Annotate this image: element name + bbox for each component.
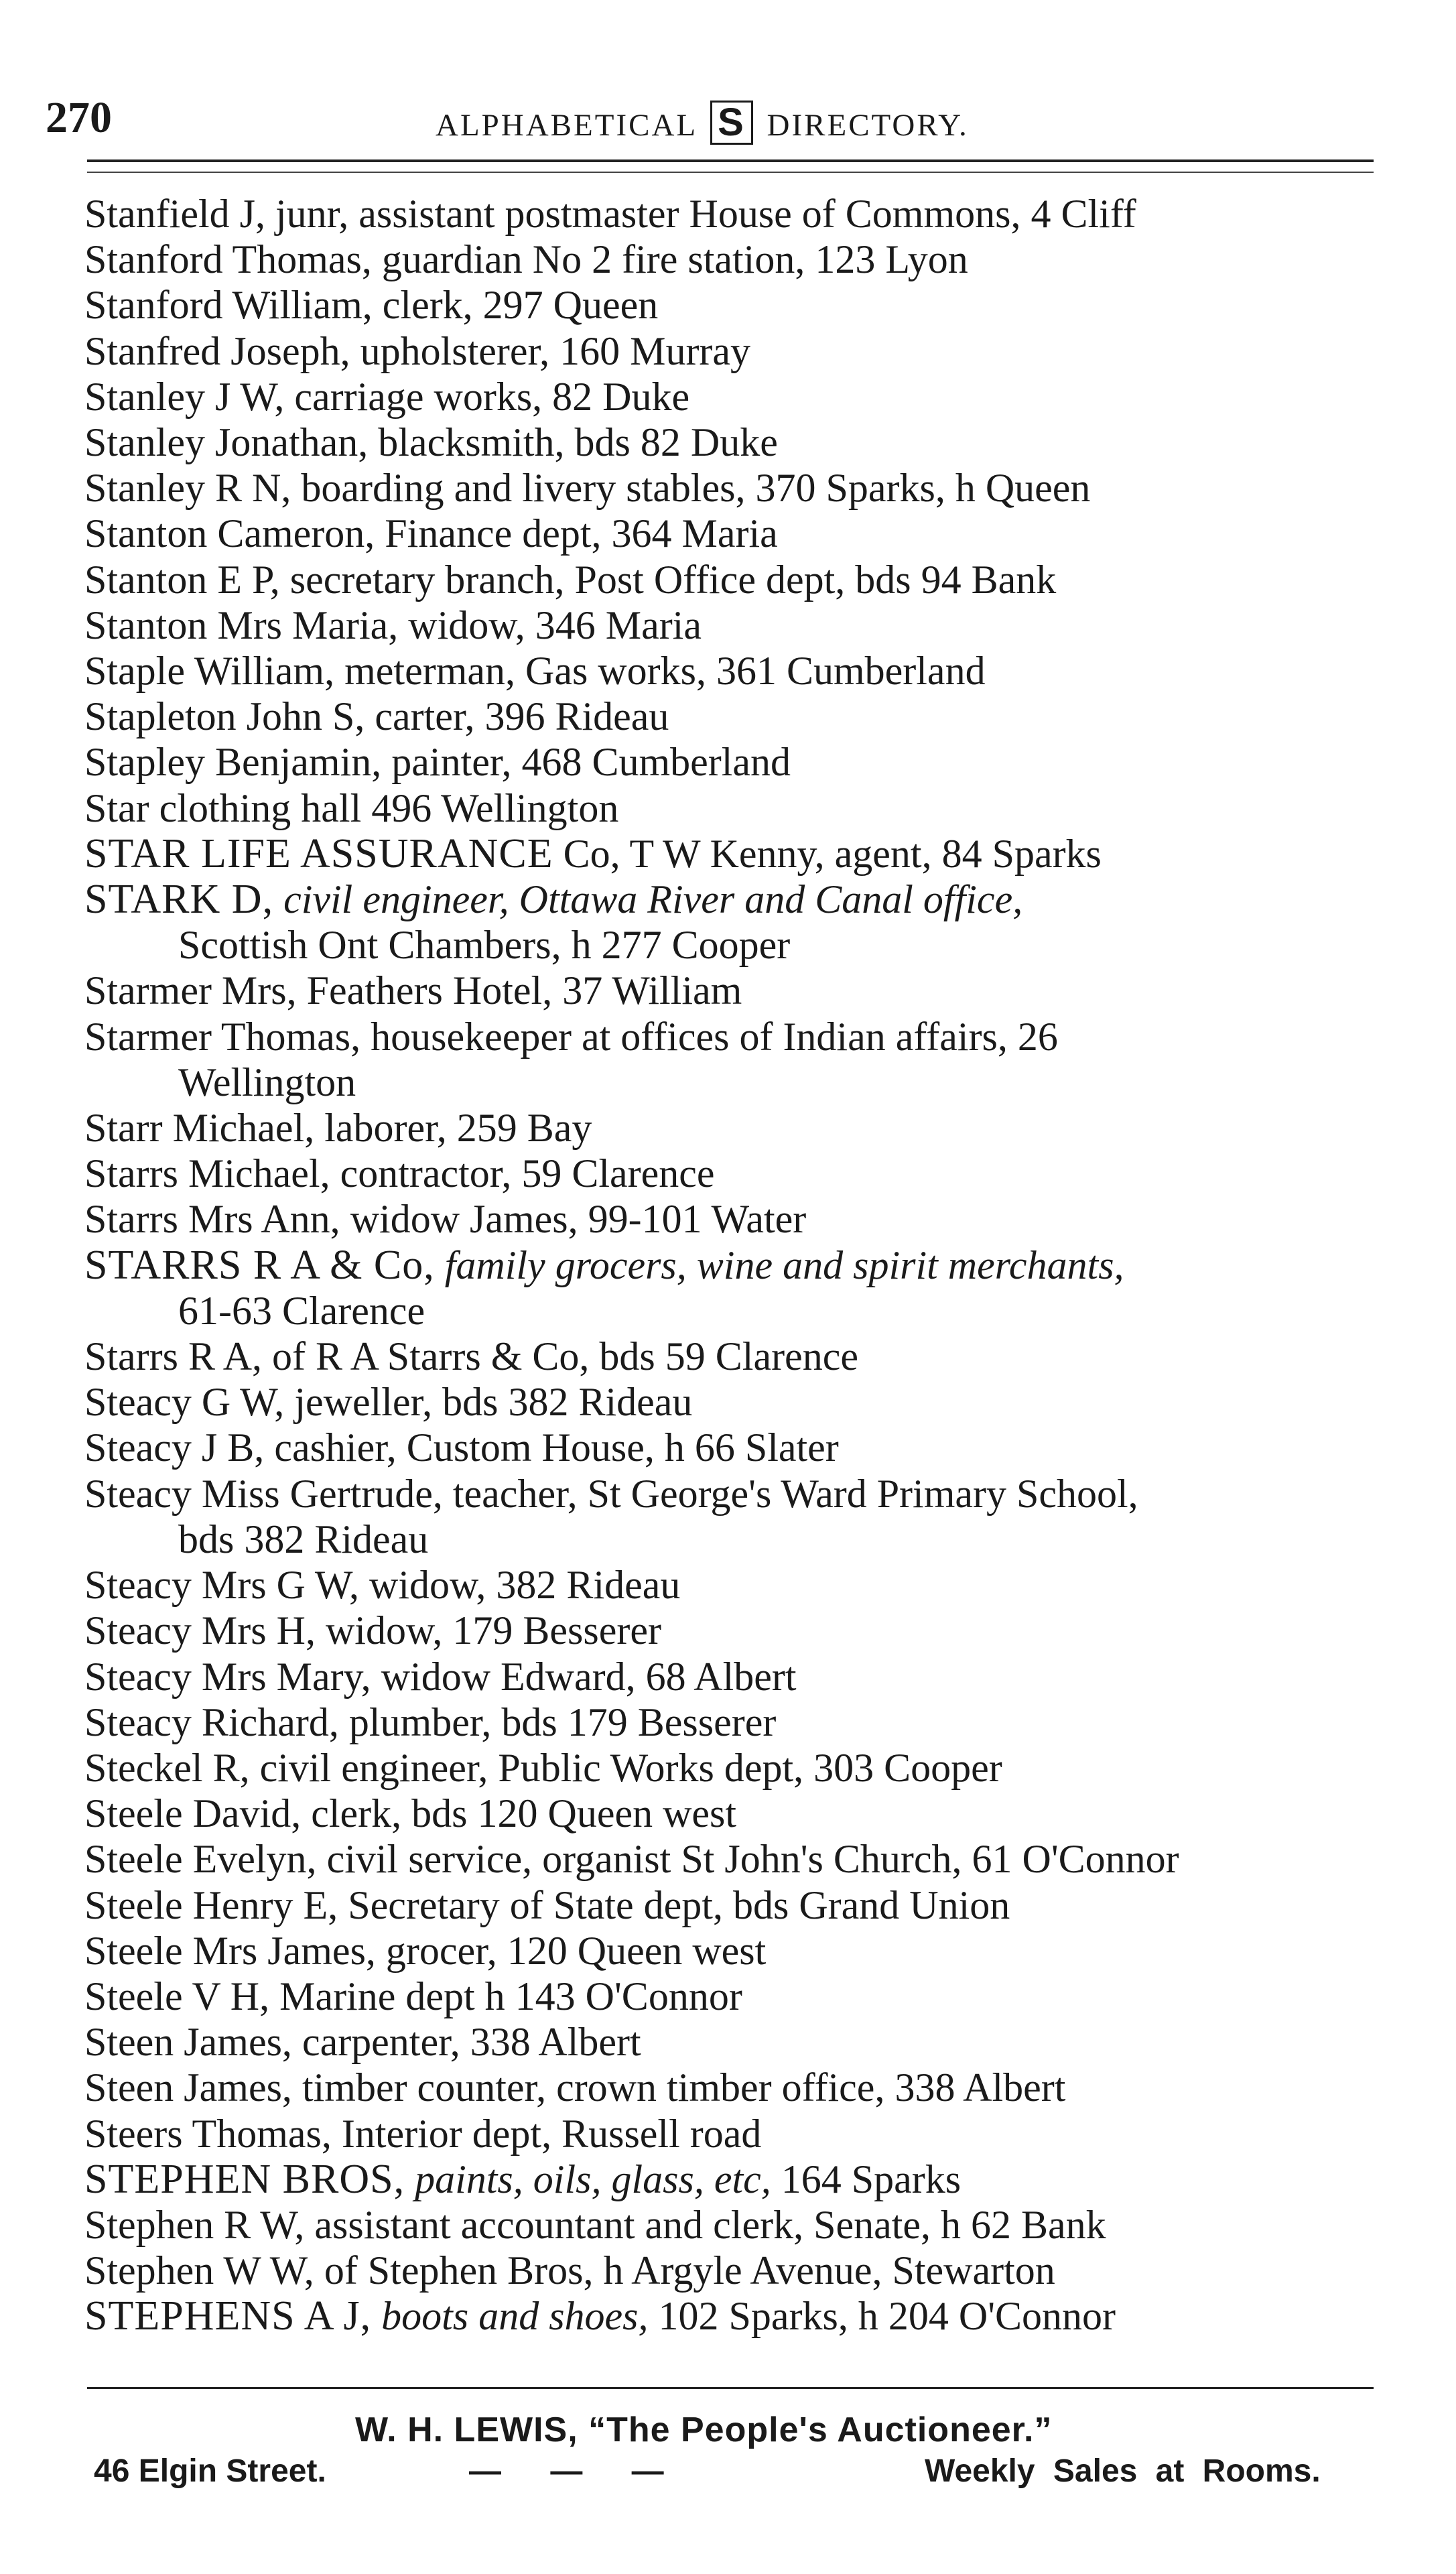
entry-details: assistant accountant and clerk, Senate, h 62 Bank bbox=[304, 2202, 1106, 2247]
entry-name: Starr Michael, bbox=[84, 1106, 315, 1151]
entry-name: Steele Henry E, bbox=[84, 1882, 338, 1927]
directory-entry bbox=[84, 1836, 1384, 1882]
directory-entry bbox=[84, 191, 1384, 237]
running-head-right: DIRECTORY. bbox=[767, 108, 969, 143]
entry-name: Stanley J W, bbox=[84, 374, 285, 419]
directory-entry bbox=[84, 2248, 1384, 2293]
entry-business-type: paints, oils, glass, etc, bbox=[405, 2157, 771, 2201]
entry-details: teacher, St George's Ward Primary School, bbox=[442, 1471, 1138, 1516]
directory-entry bbox=[84, 1928, 1384, 1974]
entry-name: STEPHENS A J, bbox=[84, 2293, 372, 2339]
entry-details: meterman, Gas works, 361 Cumberland bbox=[334, 649, 986, 694]
entry-name: Starmer Mrs, bbox=[84, 968, 297, 1013]
entry-name: Stephen W W, bbox=[84, 2248, 314, 2293]
directory-entry bbox=[84, 877, 1384, 922]
directory-entry bbox=[84, 1471, 1384, 1517]
entry-name: Stapleton John S, bbox=[84, 694, 365, 739]
advertisement-footer bbox=[0, 2398, 1456, 2498]
entry-name: Stanley R N, bbox=[84, 466, 291, 511]
entry-details: timber counter, crown timber office, 338 Albert bbox=[291, 2065, 1066, 2110]
entry-details: carpenter, 338 Albert bbox=[291, 2020, 641, 2065]
directory-entry bbox=[84, 282, 1384, 328]
entry-details: 496 Wellington bbox=[361, 785, 619, 830]
directory-entry bbox=[84, 1745, 1384, 1791]
entry-details: widow Edward, 68 Albert bbox=[371, 1654, 797, 1699]
entry-details: secretary branch, Post Office dept, bds 94 Bank bbox=[279, 557, 1057, 602]
entry-name: Steele David, bbox=[84, 1791, 302, 1836]
entry-details: blacksmith, bds 82 Duke bbox=[368, 420, 778, 465]
directory-entry bbox=[84, 1562, 1384, 1608]
entry-name: Steacy Mrs Mary, bbox=[84, 1654, 371, 1699]
entry-name: Steacy Mrs G W, bbox=[84, 1563, 359, 1608]
directory-entry bbox=[84, 1334, 1384, 1379]
entry-name: Starrs R A, bbox=[84, 1334, 263, 1379]
entry-details: of Stephen Bros, h Argyle Avenue, Stewarton bbox=[314, 2248, 1055, 2293]
entry-name: Stanford William, bbox=[84, 283, 373, 328]
entry-name: Steele Mrs James, bbox=[84, 1928, 376, 1973]
entry-name: Stanley Jonathan, bbox=[84, 420, 369, 465]
entry-details: widow, 346 Maria bbox=[398, 602, 702, 647]
directory-entry bbox=[84, 1151, 1384, 1196]
entry-details: Feathers Hotel, 37 William bbox=[296, 968, 742, 1013]
directory-entry bbox=[84, 1242, 1384, 1288]
entry-continuation: Scottish Ont Chambers, h 277 Cooper bbox=[178, 923, 791, 968]
footer-rule bbox=[87, 2387, 1374, 2389]
entry-name: Stanford Thomas, bbox=[84, 237, 372, 282]
entry-business-type: family grocers, wine and spirit merchants, bbox=[434, 1242, 1124, 1287]
entry-details: Marine dept h 143 O'Connor bbox=[269, 1974, 742, 2018]
entry-name: Stanton E P, bbox=[84, 557, 280, 602]
entry-business-type: boots and shoes, bbox=[371, 2294, 649, 2339]
entry-details: assistant postmaster House of Commons, 4 Cliff bbox=[348, 192, 1136, 236]
directory-entry bbox=[84, 420, 1384, 465]
directory-entry bbox=[84, 2202, 1384, 2248]
entry-name: Stanton Mrs Maria, bbox=[84, 602, 399, 647]
entry-name: STARK D, bbox=[84, 877, 274, 923]
directory-entry bbox=[84, 648, 1384, 694]
entry-name: Steacy Mrs H, bbox=[84, 1608, 316, 1653]
entry-details: Secretary of State dept, bds Grand Union bbox=[338, 1882, 1010, 1927]
directory-entry bbox=[84, 1196, 1384, 1242]
entry-details: upholsterer, 160 Murray bbox=[350, 328, 751, 373]
directory-entry bbox=[84, 557, 1384, 602]
advertiser-name: W. H. LEWIS, “The People's Auctioneer.” bbox=[355, 2410, 1053, 2449]
directory-entry bbox=[84, 739, 1384, 785]
directory-entry bbox=[84, 2019, 1384, 2065]
entry-details: boarding and livery stables, 370 Sparks, h Queen bbox=[291, 466, 1091, 511]
directory-entry bbox=[84, 602, 1384, 648]
directory-entries bbox=[84, 191, 1384, 2339]
entry-name: Stanton Cameron, bbox=[84, 511, 375, 556]
entry-name: STAR LIFE ASSURANCE bbox=[84, 830, 553, 877]
entry-details: clerk, 297 Queen bbox=[372, 283, 659, 328]
directory-entry bbox=[84, 1608, 1384, 1653]
directory-entry bbox=[84, 785, 1384, 831]
entry-details: clerk, bds 120 Queen west bbox=[301, 1791, 737, 1836]
entry-details: plumber, bds 179 Besserer bbox=[338, 1699, 777, 1744]
directory-entry bbox=[84, 328, 1384, 374]
directory-entry bbox=[84, 1882, 1384, 1928]
entry-details: Co, T W Kenny, agent, 84 Sparks bbox=[553, 831, 1102, 876]
entry-name: Stapley Benjamin, bbox=[84, 740, 382, 785]
directory-entry bbox=[84, 1974, 1384, 2019]
entry-details: grocer, 120 Queen west bbox=[375, 1928, 767, 1973]
entry-details: widow James, 99-101 Water bbox=[340, 1197, 807, 1242]
directory-entry bbox=[84, 1105, 1384, 1151]
entry-details: contractor, 59 Clarence bbox=[330, 1151, 715, 1196]
entry-name: Starmer Thomas, bbox=[84, 1014, 361, 1059]
entry-name: STARRS R A & Co, bbox=[84, 1242, 435, 1288]
entry-details: Interior dept, Russell road bbox=[331, 2111, 762, 2156]
directory-entry bbox=[84, 2157, 1384, 2202]
entry-details: widow, 179 Besserer bbox=[315, 1608, 661, 1653]
footer-sales-note: Weekly Sales at Rooms. bbox=[925, 2453, 1321, 2489]
entry-name: Stanfred Joseph, bbox=[84, 328, 350, 373]
directory-entry bbox=[84, 1014, 1384, 1059]
entry-name: Starrs Mrs Ann, bbox=[84, 1197, 340, 1242]
entry-name: Starrs Michael, bbox=[84, 1151, 330, 1196]
entry-details: 102 Sparks, h 204 O'Connor bbox=[648, 2294, 1116, 2339]
page-header bbox=[0, 86, 1456, 146]
entry-name: Steacy J B, bbox=[84, 1425, 265, 1470]
entry-name: Stephen R W, bbox=[84, 2202, 305, 2247]
entry-name: Steers Thomas, bbox=[84, 2111, 332, 2156]
advertiser-address: 46 Elgin Street. bbox=[94, 2453, 326, 2489]
directory-entry bbox=[84, 694, 1384, 739]
running-head-left: ALPHABETICAL bbox=[436, 108, 697, 143]
entry-details: carriage works, 82 Duke bbox=[284, 374, 690, 419]
entry-details: widow, 382 Rideau bbox=[358, 1563, 681, 1608]
entry-continuation: 61-63 Clarence bbox=[178, 1288, 425, 1333]
section-letter-box: S bbox=[710, 101, 753, 145]
directory-entry bbox=[84, 2065, 1384, 2110]
entry-name: Stanfield J, junr, bbox=[84, 192, 349, 236]
entry-continuation: bds 382 Rideau bbox=[178, 1517, 429, 1561]
entry-details: of R A Starrs & Co, bds 59 Clarence bbox=[262, 1334, 858, 1379]
entry-details: housekeeper at offices of Indian affairs, 26 bbox=[360, 1014, 1058, 1059]
entry-business-type: civil engineer, Ottawa River and Canal office, bbox=[273, 877, 1023, 922]
header-rule-thick bbox=[87, 159, 1374, 162]
entry-name: Steacy Richard, bbox=[84, 1699, 339, 1744]
directory-entry bbox=[84, 374, 1384, 420]
directory-entry bbox=[84, 1654, 1384, 1699]
entry-details: Finance dept, 364 Maria bbox=[375, 511, 778, 556]
directory-entry bbox=[84, 1699, 1384, 1745]
entry-name: Steckel R, bbox=[84, 1745, 250, 1790]
directory-entry bbox=[84, 465, 1384, 511]
entry-name: Steen James, bbox=[84, 2065, 292, 2110]
entry-name: Steele V H, bbox=[84, 1974, 270, 2018]
entry-name: Steen James, bbox=[84, 2020, 292, 2065]
directory-entry bbox=[84, 2293, 1384, 2339]
entry-name: Steele Evelyn, bbox=[84, 1837, 317, 1882]
entry-name: Steacy G W, bbox=[84, 1380, 285, 1425]
entry-continuation: Wellington bbox=[178, 1059, 356, 1104]
directory-entry bbox=[84, 831, 1384, 877]
directory-entry bbox=[84, 237, 1384, 282]
entry-name: Star clothing hall bbox=[84, 785, 362, 830]
running-head bbox=[436, 101, 969, 145]
entry-details: 164 Sparks bbox=[771, 2157, 962, 2201]
entry-name: STEPHEN BROS, bbox=[84, 2156, 405, 2202]
entry-details: jeweller, bds 382 Rideau bbox=[284, 1380, 693, 1425]
directory-entry bbox=[84, 511, 1384, 556]
entry-details: guardian No 2 fire station, 123 Lyon bbox=[371, 237, 968, 282]
directory-entry bbox=[84, 1791, 1384, 1836]
directory-entry bbox=[84, 1379, 1384, 1425]
entry-details: painter, 468 Cumberland bbox=[381, 740, 791, 785]
directory-entry bbox=[84, 1425, 1384, 1470]
header-rule-thin bbox=[87, 172, 1374, 173]
entry-name: Staple William, bbox=[84, 649, 335, 694]
entry-details: laborer, 259 Bay bbox=[314, 1106, 592, 1151]
entry-details: civil engineer, Public Works dept, 303 Cooper bbox=[249, 1745, 1002, 1790]
entry-details: civil service, organist St John's Church, 61 O'Connor bbox=[316, 1837, 1179, 1882]
directory-entry bbox=[84, 968, 1384, 1013]
entry-details: cashier, Custom House, h 66 Slater bbox=[264, 1425, 839, 1470]
directory-entry bbox=[84, 2111, 1384, 2157]
footer-dashes: — — — bbox=[469, 2453, 664, 2489]
entry-name: Steacy Miss Gertrude, bbox=[84, 1471, 443, 1516]
entry-details: carter, 396 Rideau bbox=[365, 694, 669, 739]
page-number: 270 bbox=[46, 93, 112, 142]
